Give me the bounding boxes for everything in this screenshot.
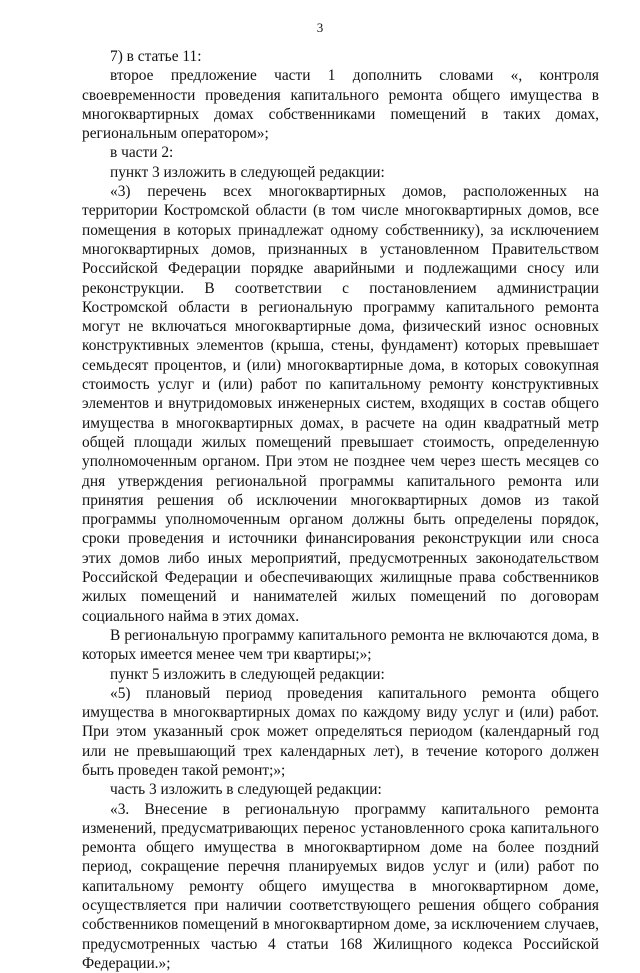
paragraph-article-11: 7) в статье 11: (110, 48, 202, 65)
paragraph-item-3-text: «3) перечень всех многоквартирных домов, расположенных на территории Костромской области (в том числе многоквартирных домов, все помещения в которых принадлежат одному собственнику), за исключением многоквартирных домов, признанных в установленном Правительством Российской Федерации порядке аварийными и подлежащими сносу или реконструкции. В соответствии с постановлением администрации Костромской области в региональную программу капитального ремонта могут не включаться многоквартирные дома, физический износ основных конструктивных элементов (крыша, стены, фундамент) которых превышает семьдесят процентов, и (или) многоквартирные дома, в которых совокупная стоимость услуг и (или) работ по капитальному ремонту конструктивных элементов и внутридомовых инженерных систем, входящих в состав общего имущества в многоквартирных домах, в расчете на один квадратный метр общей площади жилых помещений превышает стоимость, определенную уполномоченным органом. При этом не позднее чем через шесть месяцев со дня утверждения региональной программы капитального ремонта или принятия решения об исключении многоквартирных домов из такой программы уполномоченным органом должны быть определены порядок, сроки проведения и источники финансирования реконструкции или сноса этих домов либо иных мероприятий, предусмотренных законодательством Российской Федерации и обеспечивающих жилищные права собственников жилых помещений и нанимателей жилых помещений по договорам социального найма в этих домах. (82, 183, 599, 625)
paragraph-item-5-intro: пункт 5 изложить в следующей редакции: (110, 665, 385, 683)
paragraph-item-3-exclusion: В региональную программу капитального ремонта не включаются дома, в которых имеется менее чем три квартиры;»; (82, 626, 599, 664)
paragraph-item-5-text: «5) плановый период проведения капитального ремонта общего имущества в многоквартирных домах по каждому виду услуг и (или) работ. При этом указанный срок может определяться периодом (календарный год или не превышающий трех календарных лет), в течение которого должен быть проведен такой ремонт;»; (82, 684, 599, 779)
page-number: 3 (316, 20, 324, 35)
paragraph-item-3-intro: пункт 3 изложить в следующей редакции: (110, 163, 385, 181)
document-body (82, 47, 599, 973)
paragraph-part-2-intro: в части 2: (110, 144, 174, 162)
paragraph-part-1-amendment: второе предложение части 1 дополнить словами «, контроля своевременности проведения капитального ремонта общего имущества в многоквартирных домах собственниками помещений в таких домах, региональным оператором»; (82, 67, 599, 143)
paragraph-part-3-intro: часть 3 изложить в следующей редакции: (110, 781, 382, 799)
paragraph-part-3-text: «3. Внесение в региональную программу капитального ремонта изменений, предусматривающих перенос установленного срока капитального ремонта общего имущества в многоквартирном доме на более поздний период, сокращение перечня планируемых видов услуг и (или) работ по капитальному ремонту общего имущества в многоквартирном доме, осуществляется при наличии соответствующего решения общего собрания собственников помещений в многоквартирном доме, за исключением случаев, предусмотренных частью 4 статьи 168 Жилищного кодекса Российской Федерации.»; (82, 800, 599, 972)
